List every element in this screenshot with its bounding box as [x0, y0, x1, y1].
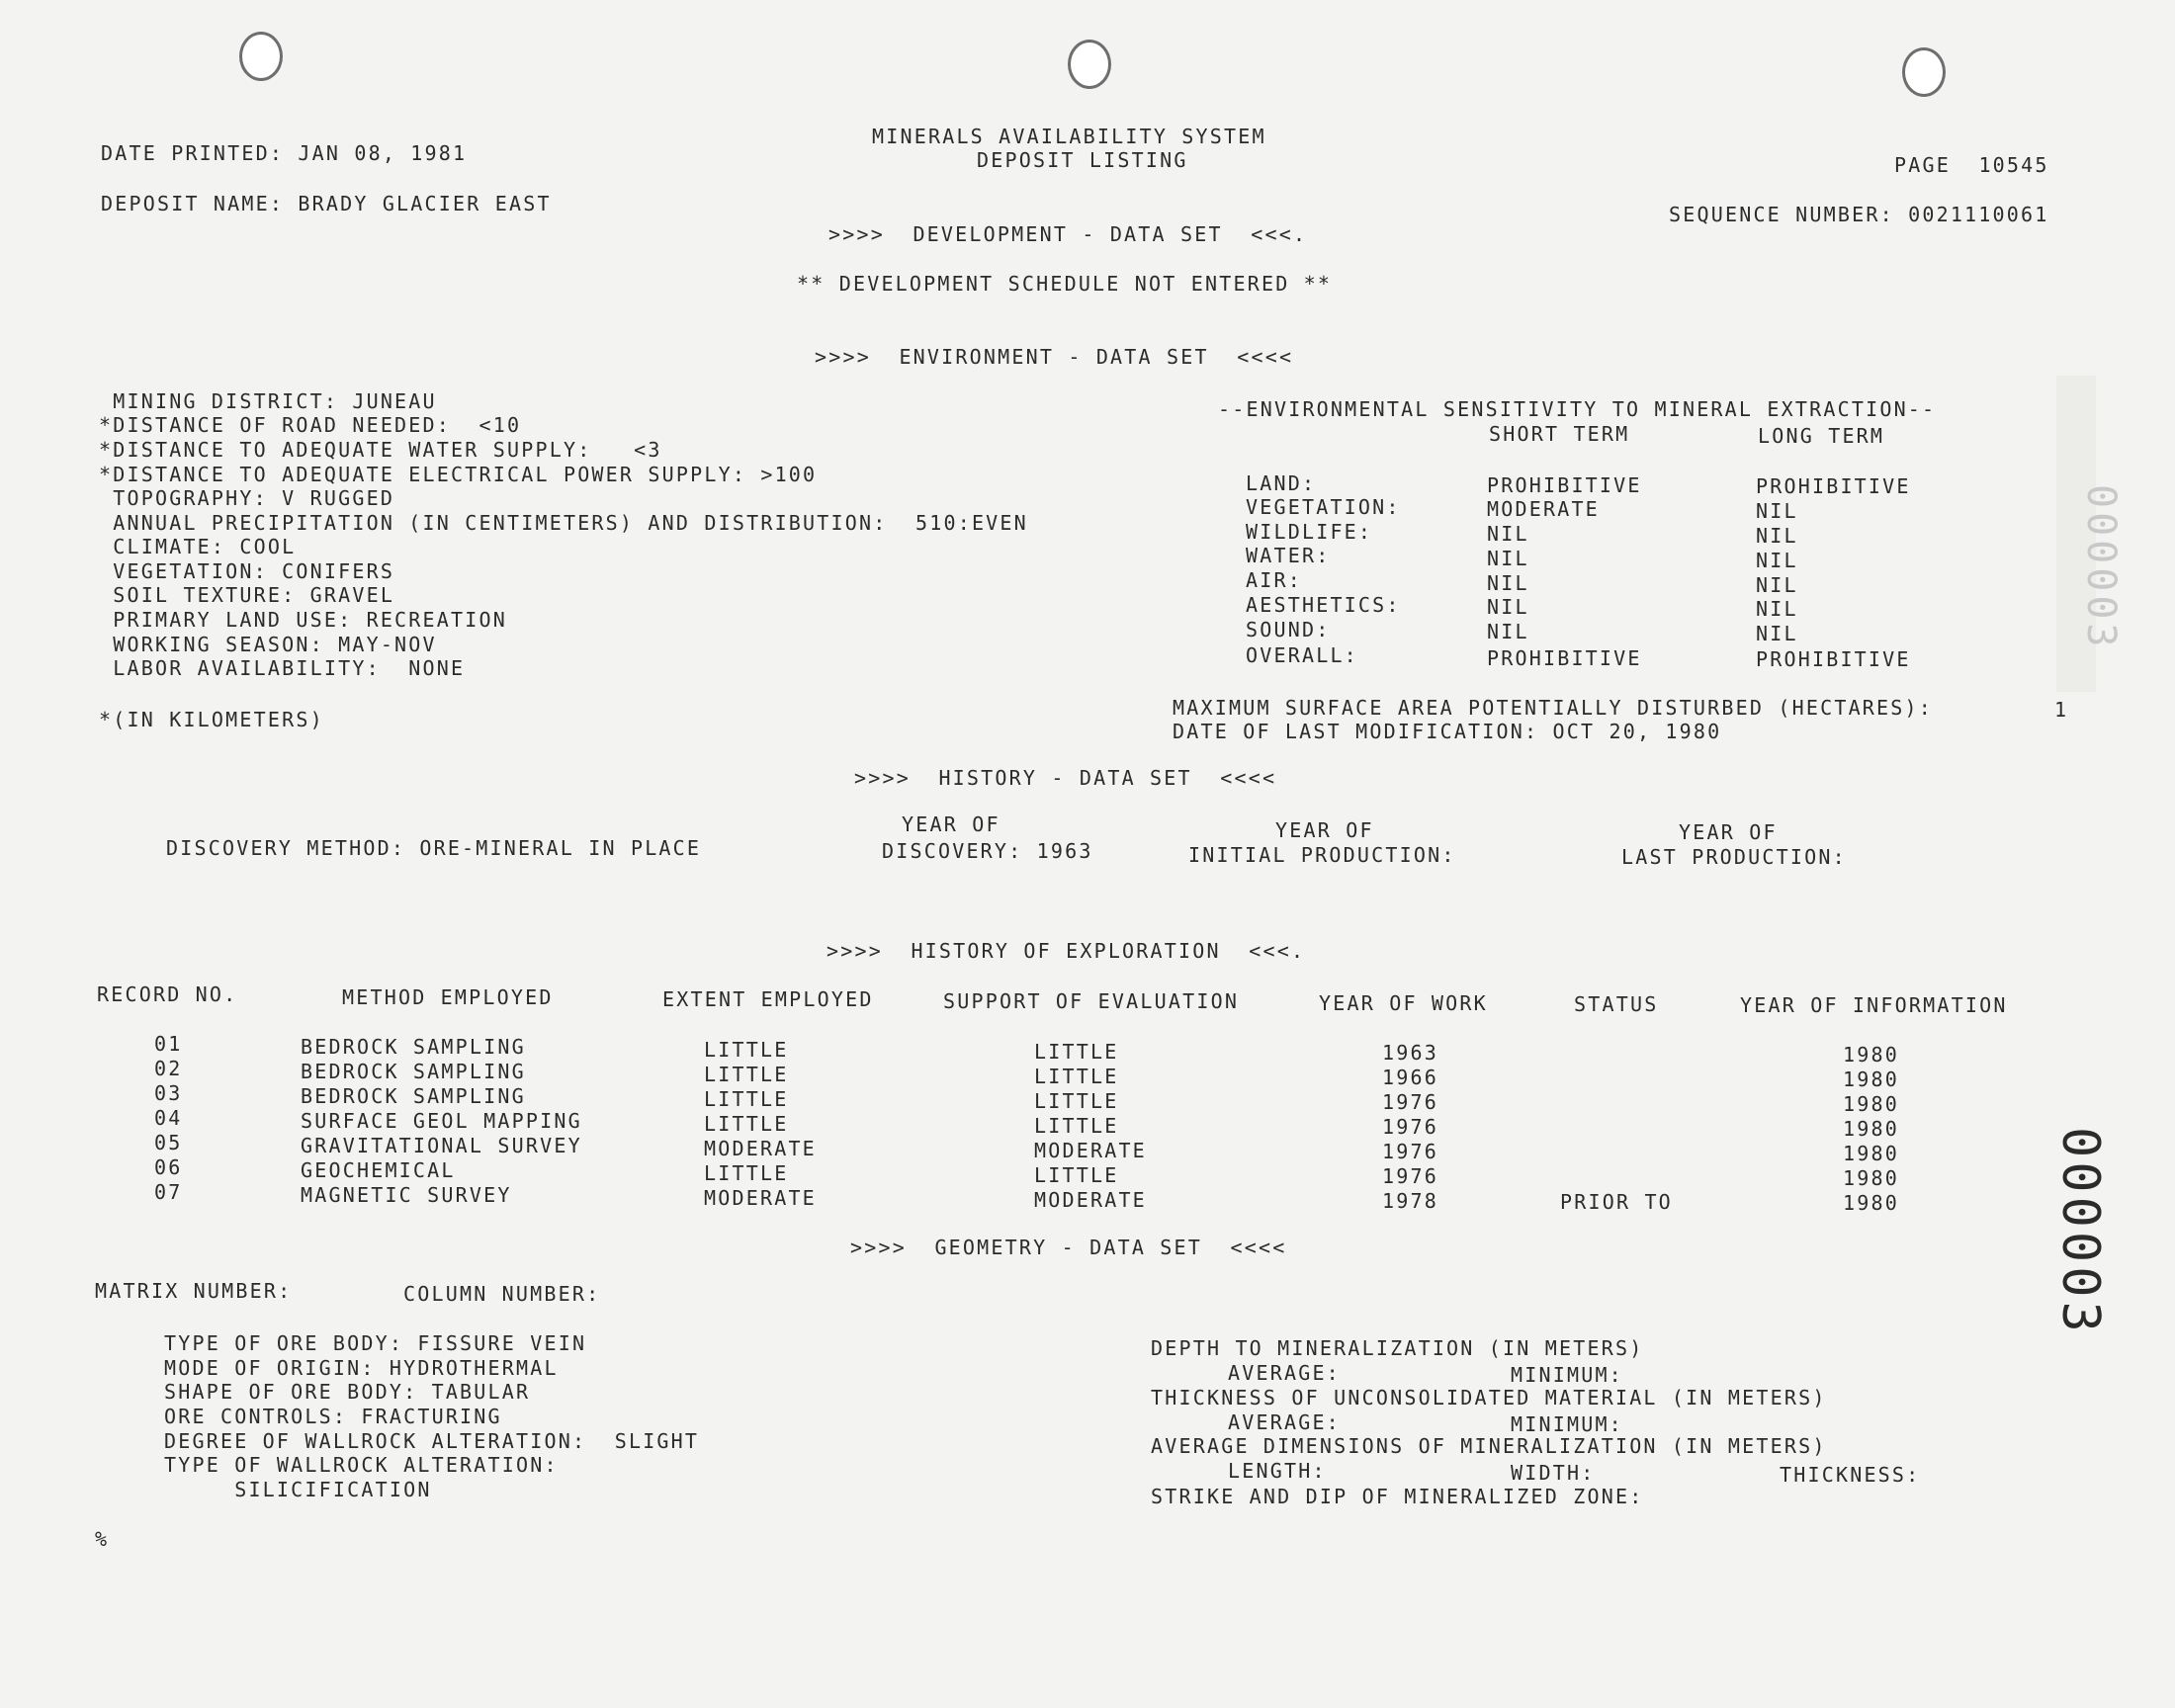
short-term-header: SHORT TERM: [1489, 422, 1630, 446]
column-header-support: SUPPORT OF EVALUATION: [943, 989, 1240, 1013]
last-modification-date: DATE OF LAST MODIFICATION: OCT 20, 1980: [1173, 720, 1722, 743]
sensitivity-title: --ENVIRONMENTAL SENSITIVITY TO MINERAL EXTRACTION--: [1218, 397, 1937, 421]
geometry-line: ORE CONTROLS: FRACTURING: [164, 1405, 502, 1428]
exploration-heading: >>>> HISTORY OF EXPLORATION <<<.: [826, 939, 1306, 963]
side-stamp: 000003: [2050, 1127, 2110, 1336]
table-cell-year-info: 1980: [1843, 1043, 1899, 1067]
sensitivity-label: SOUND:: [1246, 618, 1331, 641]
sensitivity-long: NIL: [1756, 499, 1798, 523]
sensitivity-short: NIL: [1487, 547, 1529, 570]
footer-mark: %: [95, 1527, 110, 1551]
sensitivity-long: NIL: [1756, 622, 1798, 645]
max-surface-area-value: 1: [2054, 698, 2069, 722]
depth-minimum: MINIMUM:: [1511, 1363, 1623, 1387]
table-cell-extent: LITTLE: [704, 1038, 789, 1062]
thickness-title: THICKNESS OF UNCONSOLIDATED MATERIAL (IN METERS): [1151, 1386, 1827, 1409]
table-cell-extent: MODERATE: [704, 1137, 817, 1160]
env-line: *DISTANCE TO ADEQUATE WATER SUPPLY: <3: [99, 438, 662, 462]
depth-average: AVERAGE:: [1228, 1361, 1341, 1385]
sensitivity-long: PROHIBITIVE: [1756, 474, 1911, 498]
table-cell-year-work: 1976: [1382, 1090, 1438, 1114]
kilometers-footnote: *(IN KILOMETERS): [99, 708, 324, 731]
table-cell-method: MAGNETIC SURVEY: [301, 1183, 512, 1207]
sensitivity-short: MODERATE: [1487, 497, 1600, 521]
column-header-record: RECORD NO.: [97, 982, 238, 1006]
table-cell-method: SURFACE GEOL MAPPING: [301, 1109, 582, 1133]
table-cell-extent: LITTLE: [704, 1161, 789, 1185]
system-title: MINERALS AVAILABILITY SYSTEM: [872, 125, 1266, 148]
table-cell-year-info: 1980: [1843, 1166, 1899, 1190]
sensitivity-short: NIL: [1487, 571, 1529, 595]
table-cell-year-info: 1980: [1843, 1191, 1899, 1215]
table-cell-year-info: 1980: [1843, 1068, 1899, 1091]
last-production: LAST PRODUCTION:: [1621, 845, 1847, 869]
table-cell-support: LITTLE: [1034, 1163, 1119, 1187]
matrix-number: MATRIX NUMBER:: [95, 1279, 293, 1303]
table-cell-record: 03: [154, 1081, 183, 1105]
env-line: *DISTANCE OF ROAD NEEDED: <10: [99, 413, 522, 437]
table-cell-extent: MODERATE: [704, 1186, 817, 1210]
table-cell-record: 01: [154, 1032, 183, 1056]
thickness-average: AVERAGE:: [1228, 1410, 1341, 1434]
development-heading: >>>> DEVELOPMENT - DATA SET <<<.: [828, 222, 1308, 246]
env-line: TOPOGRAPHY: V RUGGED: [99, 486, 395, 510]
year-of-initial-label: YEAR OF: [1275, 818, 1374, 842]
env-line: PRIMARY LAND USE: RECREATION: [99, 608, 507, 632]
thickness-minimum: MINIMUM:: [1511, 1412, 1623, 1436]
punch-hole-center: [1068, 40, 1111, 89]
table-cell-year-info: 1980: [1843, 1117, 1899, 1141]
column-header-extent: EXTENT EMPLOYED: [662, 987, 874, 1011]
table-cell-support: LITTLE: [1034, 1089, 1119, 1113]
sensitivity-label: LAND:: [1246, 471, 1317, 495]
table-cell-method: GRAVITATIONAL SURVEY: [301, 1134, 582, 1157]
sequence-number: SEQUENCE NUMBER: 0021110061: [1669, 203, 2049, 226]
env-line: WORKING SEASON: MAY-NOV: [99, 633, 437, 656]
dimension-length: LENGTH:: [1228, 1459, 1327, 1483]
table-cell-year-work: 1976: [1382, 1140, 1438, 1163]
year-of-discovery-label: YEAR OF: [902, 812, 1000, 836]
dimension-thickness: THICKNESS:: [1780, 1463, 1921, 1487]
long-term-header: LONG TERM: [1758, 424, 1885, 448]
max-surface-area-label: MAXIMUM SURFACE AREA POTENTIALLY DISTURBED (HECTARES):: [1173, 696, 1934, 720]
listing-title: DEPOSIT LISTING: [977, 148, 1188, 172]
table-cell-extent: LITTLE: [704, 1063, 789, 1086]
initial-production: INITIAL PRODUCTION:: [1188, 843, 1456, 867]
sensitivity-label: WILDLIFE:: [1246, 520, 1373, 544]
column-header-year-of-work: YEAR OF WORK: [1319, 991, 1488, 1015]
table-cell-year-work: 1976: [1382, 1164, 1438, 1188]
depth-title: DEPTH TO MINERALIZATION (IN METERS): [1151, 1336, 1644, 1360]
discovery-method: DISCOVERY METHOD: ORE-MINERAL IN PLACE: [166, 836, 702, 860]
sensitivity-long: NIL: [1756, 549, 1798, 572]
env-line: MINING DISTRICT: JUNEAU: [99, 389, 437, 413]
table-cell-year-work: 1966: [1382, 1066, 1438, 1089]
env-line: ANNUAL PRECIPITATION (IN CENTIMETERS) AND DISTRIBUTION: 510:EVEN: [99, 511, 1028, 535]
table-cell-extent: LITTLE: [704, 1087, 789, 1111]
geometry-line: TYPE OF WALLROCK ALTERATION:: [164, 1453, 559, 1477]
table-cell-support: MODERATE: [1034, 1188, 1147, 1212]
sensitivity-label: OVERALL:: [1246, 643, 1358, 667]
table-cell-support: LITTLE: [1034, 1114, 1119, 1138]
geometry-line: SHAPE OF ORE BODY: TABULAR: [164, 1380, 531, 1404]
sensitivity-short: NIL: [1487, 522, 1529, 546]
table-cell-support: MODERATE: [1034, 1139, 1147, 1162]
table-cell-extent: LITTLE: [704, 1112, 789, 1136]
column-number: COLUMN NUMBER:: [403, 1282, 601, 1306]
env-line: CLIMATE: COOL: [99, 535, 297, 558]
history-heading: >>>> HISTORY - DATA SET <<<<: [854, 766, 1277, 790]
date-printed: DATE PRINTED: JAN 08, 1981: [101, 141, 468, 165]
punch-hole-right: [1902, 47, 1946, 97]
side-stamp-faint: 000003: [2078, 484, 2124, 651]
sensitivity-short: NIL: [1487, 620, 1529, 643]
sensitivity-short: NIL: [1487, 595, 1529, 619]
table-cell-year-info: 1980: [1843, 1092, 1899, 1116]
table-cell-record: 04: [154, 1106, 183, 1130]
sensitivity-short: PROHIBITIVE: [1487, 646, 1642, 670]
env-line: SOIL TEXTURE: GRAVEL: [99, 583, 395, 607]
punch-hole-left: [239, 32, 283, 81]
strike-and-dip: STRIKE AND DIP OF MINERALIZED ZONE:: [1151, 1485, 1644, 1508]
table-cell-method: GEOCHEMICAL: [301, 1158, 456, 1182]
dimensions-title: AVERAGE DIMENSIONS OF MINERALIZATION (IN METERS): [1151, 1434, 1827, 1458]
env-line: *DISTANCE TO ADEQUATE ELECTRICAL POWER SUPPLY: >100: [99, 463, 818, 486]
table-cell-year-work: 1963: [1382, 1041, 1438, 1065]
table-cell-year-work: 1978: [1382, 1189, 1438, 1213]
sensitivity-label: WATER:: [1246, 544, 1331, 567]
table-cell-year-info: 1980: [1843, 1142, 1899, 1165]
geometry-line: MODE OF ORIGIN: HYDROTHERMAL: [164, 1356, 559, 1380]
env-line: VEGETATION: CONIFERS: [99, 559, 395, 583]
table-cell-support: LITTLE: [1034, 1040, 1119, 1064]
table-cell-record: 06: [154, 1155, 183, 1179]
table-cell-support: LITTLE: [1034, 1065, 1119, 1088]
column-header-method: METHOD EMPLOYED: [342, 985, 554, 1009]
column-header-year-of-information: YEAR OF INFORMATION: [1740, 993, 2008, 1017]
table-cell-status: PRIOR TO: [1560, 1190, 1673, 1214]
table-cell-year-work: 1976: [1382, 1115, 1438, 1139]
sensitivity-long: NIL: [1756, 597, 1798, 621]
dimension-width: WIDTH:: [1511, 1461, 1596, 1485]
sensitivity-long: PROHIBITIVE: [1756, 647, 1911, 671]
table-cell-method: BEDROCK SAMPLING: [301, 1060, 526, 1083]
table-cell-method: BEDROCK SAMPLING: [301, 1035, 526, 1059]
column-header-status: STATUS: [1574, 992, 1659, 1016]
geometry-line: DEGREE OF WALLROCK ALTERATION: SLIGHT: [164, 1429, 700, 1453]
page-number: PAGE 10545: [1894, 153, 2049, 177]
geometry-line: TYPE OF ORE BODY: FISSURE VEIN: [164, 1331, 587, 1355]
deposit-name: DEPOSIT NAME: BRADY GLACIER EAST: [101, 192, 552, 215]
sensitivity-label: AIR:: [1246, 568, 1302, 592]
table-cell-method: BEDROCK SAMPLING: [301, 1084, 526, 1108]
env-line: LABOR AVAILABILITY: NONE: [99, 656, 466, 680]
table-cell-record: 05: [154, 1131, 183, 1154]
sensitivity-long: NIL: [1756, 573, 1798, 597]
development-note: ** DEVELOPMENT SCHEDULE NOT ENTERED **: [797, 272, 1333, 296]
sensitivity-short: PROHIBITIVE: [1487, 473, 1642, 497]
table-cell-record: 02: [154, 1057, 183, 1080]
sensitivity-long: NIL: [1756, 524, 1798, 548]
year-of-last-label: YEAR OF: [1679, 820, 1778, 844]
sensitivity-label: AESTHETICS:: [1246, 593, 1401, 617]
discovery-year: DISCOVERY: 1963: [882, 839, 1093, 863]
environment-heading: >>>> ENVIRONMENT - DATA SET <<<<: [815, 345, 1294, 369]
geometry-line: SILICIFICATION: [164, 1478, 432, 1501]
table-cell-record: 07: [154, 1180, 183, 1204]
sensitivity-label: VEGETATION:: [1246, 495, 1401, 519]
geometry-heading: >>>> GEOMETRY - DATA SET <<<<: [850, 1236, 1287, 1259]
